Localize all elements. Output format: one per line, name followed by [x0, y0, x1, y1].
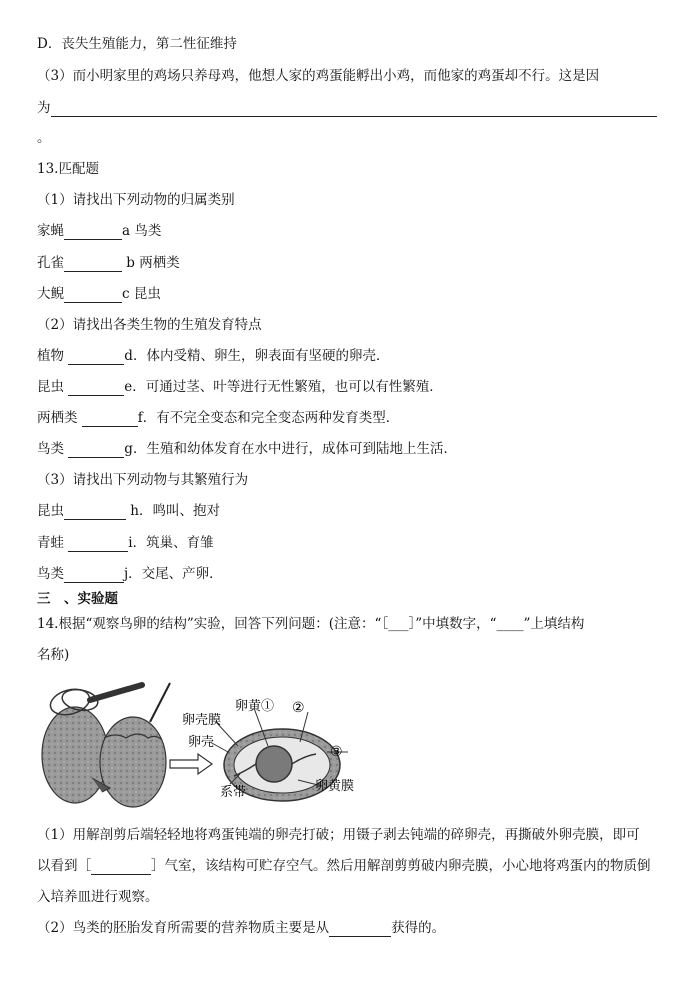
label-shell: 卵壳: [188, 735, 215, 750]
q14-answer1-line3: 入培养皿进行观察。: [37, 889, 159, 905]
q14-answer1-line1: （1）用解剖剪后端轻轻地将鸡蛋钝端的卵壳打破；用镊子剥去钝端的碎卵壳，再撕破外卵壳膜，即可: [37, 827, 640, 843]
section-heading: 三 、实验题: [37, 591, 118, 607]
match-left: 家蝇: [37, 223, 64, 239]
match-right: d．体内受精、卵生，卵表面有坚硬的卵壳．: [124, 348, 390, 364]
match-left: 鸟类: [37, 441, 69, 457]
match-row: [37, 534, 214, 552]
match-row: [37, 565, 223, 583]
match-row: [37, 254, 180, 272]
q14-intro-cont: 名称): [37, 647, 70, 663]
q12-part3-prefix: 为: [37, 100, 51, 116]
match-left: 鸟类: [37, 566, 64, 582]
answer-blank[interactable]: [64, 225, 122, 240]
line-prefix: 以看到［: [37, 858, 91, 874]
answer-blank[interactable]: [91, 860, 151, 875]
right-arrow-icon: [170, 754, 212, 774]
match-row: [37, 285, 161, 303]
match-row: [37, 378, 443, 396]
eggs-scissors-illustration: [42, 683, 170, 807]
label-2: ②: [292, 700, 305, 716]
answer-blank[interactable]: [82, 412, 138, 427]
match-left: 大鲵: [37, 286, 64, 302]
answer-blank[interactable]: [68, 537, 128, 552]
match-left: 孔雀: [37, 255, 64, 271]
label-3: ③: [330, 744, 343, 760]
label-yolk: 卵黄①: [235, 699, 275, 714]
answer-blank[interactable]: [68, 443, 124, 458]
q13-part1-title: （1）请找出下列动物的归属类别: [37, 192, 235, 208]
match-row: [37, 347, 389, 365]
q14-answer2: [37, 919, 445, 937]
answer-blank[interactable]: [51, 102, 657, 117]
line-prefix: （2）鸟类的胚胎发育所需要的营养物质主要是从: [37, 920, 330, 936]
label-chalaza: 系带: [220, 785, 247, 800]
match-row: [37, 502, 220, 520]
answer-blank[interactable]: [64, 505, 126, 520]
match-left: 植物: [37, 348, 69, 364]
q13-part2-title: （2）请找出各类生物的生殖发育特点: [37, 317, 262, 333]
match-row: [37, 222, 161, 240]
q12-part3-text: （3）而小明家里的鸡场只养母鸡，他想人家的鸡蛋能孵出小鸡，而他家的鸡蛋却不行。这是因: [37, 68, 600, 84]
answer-blank[interactable]: [64, 257, 122, 272]
option-d: D．丧失生殖能力，第二性征维持: [37, 36, 237, 52]
line-suffix: 获得的。: [391, 920, 446, 936]
q12-part3-answer-line: [37, 99, 657, 117]
q12-part3-end: 。: [37, 130, 51, 146]
line-suffix: ］气室，该结构可贮存空气。然后用解剖剪剪破内卵壳膜，小心地将鸡蛋内的物质倒: [151, 858, 651, 874]
q14-intro: 14.根据“观察鸟卵的结构”实验，回答下列问题：(注意：“［___］”中填数字，“____”上填结构: [37, 616, 585, 632]
label-membrane: 卵壳膜: [182, 713, 222, 728]
answer-blank[interactable]: [68, 350, 124, 365]
q13-title: 13.匹配题: [37, 161, 99, 177]
q14-answer1-line2: [37, 857, 651, 875]
match-right: i．筑巢、育雏: [128, 535, 214, 551]
match-left: 昆虫: [37, 503, 64, 519]
match-right: a 鸟类: [122, 223, 162, 239]
match-left: 青蛙: [37, 535, 69, 551]
answer-blank[interactable]: [68, 381, 124, 396]
match-right: b 两栖类: [122, 255, 180, 271]
answer-blank[interactable]: [64, 288, 122, 303]
q13-part3-title: （3）请找出下列动物与其繁殖行为: [37, 472, 249, 488]
match-right: g．生殖和幼体发育在水中进行，成体可到陆地上生活．: [124, 441, 457, 457]
match-left: 两栖类: [37, 410, 82, 426]
match-right: f．有不完全变态和完全变态两种发育类型．: [137, 410, 400, 426]
label-vitelline: 卵黄膜: [315, 779, 355, 794]
answer-blank[interactable]: [329, 922, 391, 937]
answer-blank[interactable]: [64, 568, 124, 583]
match-right: c 昆虫: [122, 286, 161, 302]
match-right: h．鸣叫、抱对: [126, 503, 220, 519]
match-row: [37, 440, 457, 458]
match-right: e．可通过茎、叶等进行无性繁殖，也可以有性繁殖．: [124, 379, 443, 395]
match-right: j．交尾、产卵．: [124, 566, 223, 582]
match-left: 昆虫: [37, 379, 69, 395]
match-row: [37, 409, 399, 427]
egg-structure-figure: [30, 680, 380, 812]
